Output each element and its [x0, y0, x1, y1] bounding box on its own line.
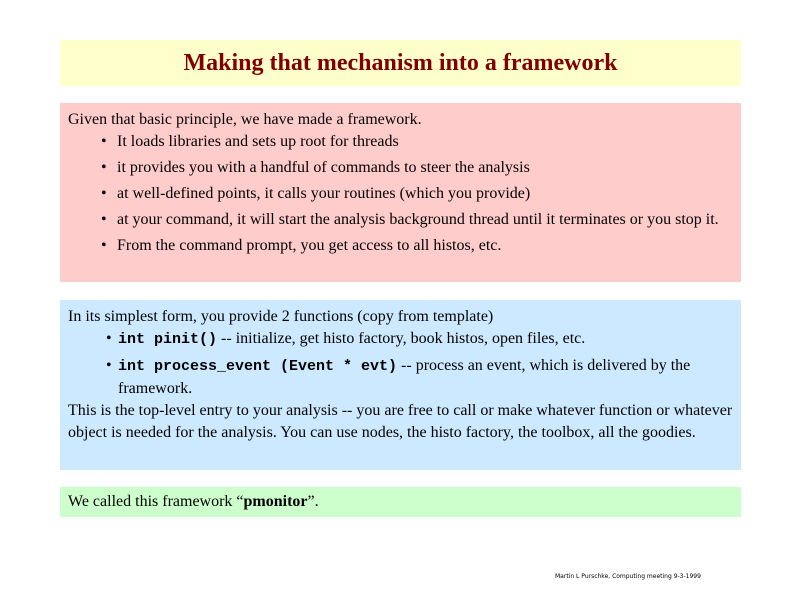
- function-code: int process_event (Event * evt): [118, 358, 398, 375]
- slide-title: Making that mechanism into a framework: [183, 49, 618, 76]
- overview-bullet-list: [68, 131, 733, 257]
- overview-bullet: • From the command prompt, you get access to all histos, etc.: [68, 235, 733, 257]
- framework-name-suffix: ”.: [307, 493, 319, 510]
- function-item: [68, 328, 733, 351]
- overview-bullet: • at well-defined points, it calls your routines (which you provide): [68, 183, 733, 205]
- functions-box: [60, 300, 741, 470]
- overview-bullet: • it provides you with a handful of commands to steer the analysis: [68, 157, 733, 179]
- function-desc: -- initialize, get histo factory, book histos, open files, etc.: [217, 330, 586, 347]
- title-box: [60, 40, 741, 86]
- overview-bullet: • It loads libraries and sets up root for threads: [68, 131, 733, 153]
- function-desc: -- process an event, which is delivered by the framework.: [118, 357, 691, 397]
- overview-bullet: • at your command, it will start the analysis background thread until it terminates or you stop it.: [68, 209, 733, 231]
- functions-outro: This is the top-level entry to your analysis -- you are free to call or make whatever function or whatever object is needed for the analysis. You can use nodes, the histo factory, the toolbox, all the goodies.: [68, 402, 733, 441]
- functions-list: [68, 328, 733, 400]
- overview-intro: Given that basic principle, we have made a framework.: [68, 111, 422, 128]
- function-item: [68, 355, 733, 400]
- function-code: int pinit(): [118, 331, 218, 348]
- framework-name-box: [60, 487, 741, 517]
- functions-intro: In its simplest form, you provide 2 functions (copy from template): [68, 308, 494, 325]
- framework-name: pmonitor: [243, 493, 308, 510]
- framework-overview-box: [60, 103, 741, 282]
- framework-name-prefix: We called this framework “: [68, 493, 244, 510]
- footer-credit: Martin L Purschke, Computing meeting 9-3-1999: [555, 573, 701, 580]
